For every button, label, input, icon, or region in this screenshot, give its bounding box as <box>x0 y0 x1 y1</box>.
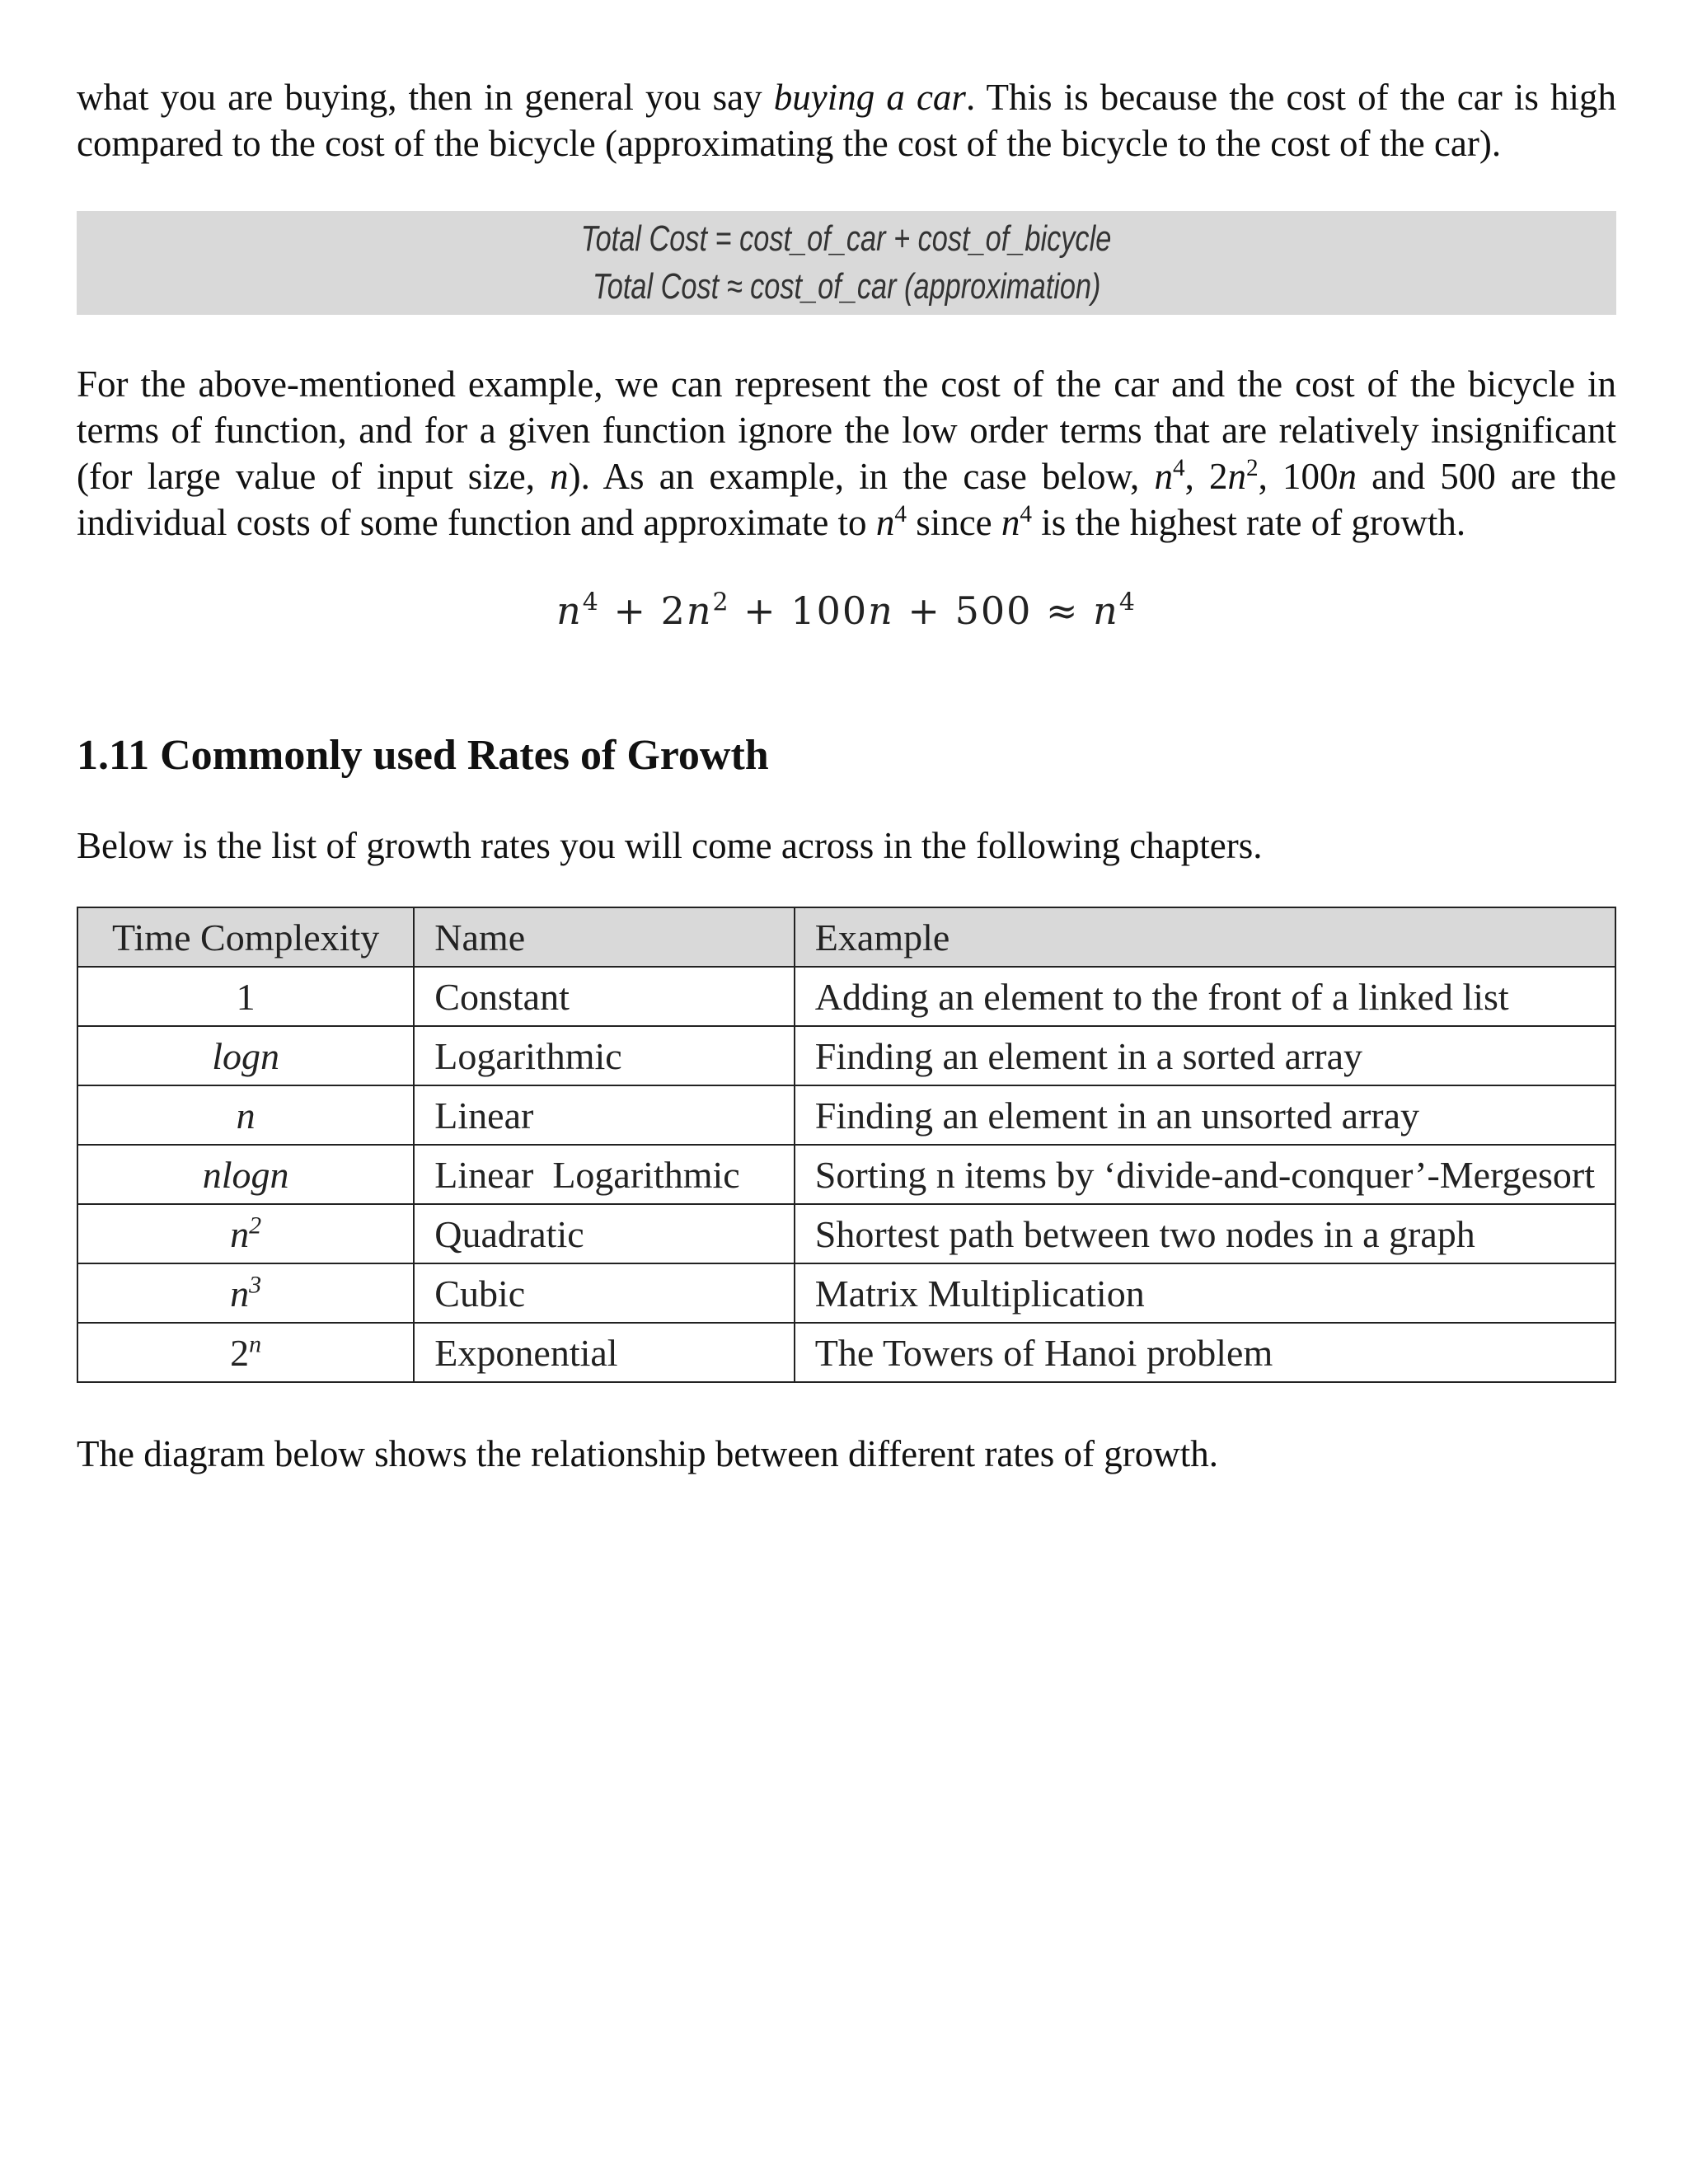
para2-text-g: is the highest rate of growth. <box>1032 502 1466 543</box>
para2-var-n: n <box>550 456 569 497</box>
formula-box <box>77 211 1616 315</box>
cell-name: Linear <box>414 1085 795 1145</box>
complexity-base: n <box>230 1272 250 1315</box>
cell-complexity: n <box>77 1085 414 1145</box>
table-row <box>77 967 1615 1026</box>
cell-complexity <box>77 1204 414 1263</box>
intro-paragraph <box>77 74 1616 166</box>
para2-text-a: For the above-mentioned example, we can represent the cost of the car and the cost of the bicycle in terms of function, and for a given function ignore the low order terms that are relatively insignificant (for large value of input size, <box>77 363 1616 497</box>
header-time-complexity: Time Complexity <box>77 907 414 967</box>
para2-text-f: since <box>906 502 1001 543</box>
cell-example: Sorting n items by ‘divide-and-conquer’-Mergesort <box>795 1145 1615 1204</box>
table-row <box>77 1204 1615 1263</box>
para2-var-n: n <box>1227 456 1246 497</box>
cell-example: Finding an element in a sorted array <box>795 1026 1615 1085</box>
math-exponent: 4 <box>1118 588 1137 617</box>
para2-var-n: n <box>875 502 895 543</box>
cell-example: Finding an element in an unsorted array <box>795 1085 1615 1145</box>
para2-text-e: and 500 are the individual costs of some function and approximate to <box>77 456 1617 543</box>
header-example: Example <box>795 907 1615 967</box>
math-exponent: 2 <box>712 588 730 617</box>
para2-text-c: , 2 <box>1184 456 1228 497</box>
complexity-base: 2 <box>230 1331 250 1374</box>
para2-var-n: n <box>1001 502 1020 543</box>
document-page <box>77 74 1616 1477</box>
math-expression <box>77 588 1616 633</box>
para2-text-b: ). As an example, in the case below, <box>568 456 1155 497</box>
math-var: n <box>686 588 713 633</box>
formula-line-2: Total Cost ≈ cost_of_car (approximation) <box>592 266 1101 307</box>
math-op: + 500 ≈ <box>893 588 1094 633</box>
para2-var-n: n <box>1154 456 1173 497</box>
cell-name: Cubic <box>414 1263 795 1323</box>
para2-var-n: n <box>1338 456 1357 497</box>
intro-text-start: what you are buying, then in general you say <box>77 77 774 118</box>
para2-exponent: 4 <box>1172 455 1185 481</box>
cell-example: The Towers of Hanoi problem <box>795 1323 1615 1382</box>
closing-paragraph: The diagram below shows the relationship between different rates of growth. <box>77 1433 1219 1474</box>
para2-exponent: 4 <box>894 501 907 527</box>
complexity-exponent: 2 <box>249 1212 262 1240</box>
intro-emphasis: buying a car <box>773 77 966 118</box>
cell-example: Matrix Multiplication <box>795 1263 1615 1323</box>
table-row <box>77 1263 1615 1323</box>
cell-complexity <box>77 1323 414 1382</box>
para2-text-d: , 100 <box>1258 456 1339 497</box>
section-intro: Below is the list of growth rates you will come across in the following chapters. <box>77 825 1263 866</box>
math-var: n <box>1093 588 1119 633</box>
cell-name: Exponential <box>414 1323 795 1382</box>
cell-complexity <box>77 1263 414 1323</box>
header-name: Name <box>414 907 795 967</box>
cell-name: Quadratic <box>414 1204 795 1263</box>
para2-exponent: 4 <box>1020 501 1033 527</box>
section-heading: 1.11 Commonly used Rates of Growth <box>77 732 769 779</box>
table-row <box>77 1026 1615 1085</box>
table-header-row <box>77 907 1615 967</box>
growth-rates-table <box>77 907 1616 1383</box>
math-var: n <box>556 588 583 633</box>
complexity-exponent: n <box>249 1330 262 1358</box>
cell-name: Logarithmic <box>414 1026 795 1085</box>
cell-complexity: nlogn <box>77 1145 414 1204</box>
cell-name: Constant <box>414 967 795 1026</box>
cell-example: Shortest path between two nodes in a graph <box>795 1204 1615 1263</box>
table-row <box>77 1323 1615 1382</box>
complexity-exponent: 3 <box>249 1271 262 1299</box>
cell-example: Adding an element to the front of a linked list <box>795 967 1615 1026</box>
approximation-paragraph <box>77 361 1616 546</box>
math-op: + 2 <box>599 588 687 633</box>
table-row <box>77 1145 1615 1204</box>
para2-exponent: 2 <box>1246 455 1259 481</box>
math-op: + 100 <box>729 588 869 633</box>
complexity-base: n <box>230 1212 250 1255</box>
cell-complexity: 1 <box>77 967 414 1026</box>
table-row <box>77 1085 1615 1145</box>
math-var: n <box>868 588 894 633</box>
math-exponent: 4 <box>582 588 600 617</box>
intro-text-end: . This is because the cost of the car is high compared to the cost of the bicycle (approximating the cost of the bicycle to the cost of the car). <box>77 77 1617 164</box>
formula-line-1: Total Cost = cost_of_car + cost_of_bicycle <box>581 218 1112 259</box>
cell-name: Linear Logarithmic <box>414 1145 795 1204</box>
cell-complexity: logn <box>77 1026 414 1085</box>
